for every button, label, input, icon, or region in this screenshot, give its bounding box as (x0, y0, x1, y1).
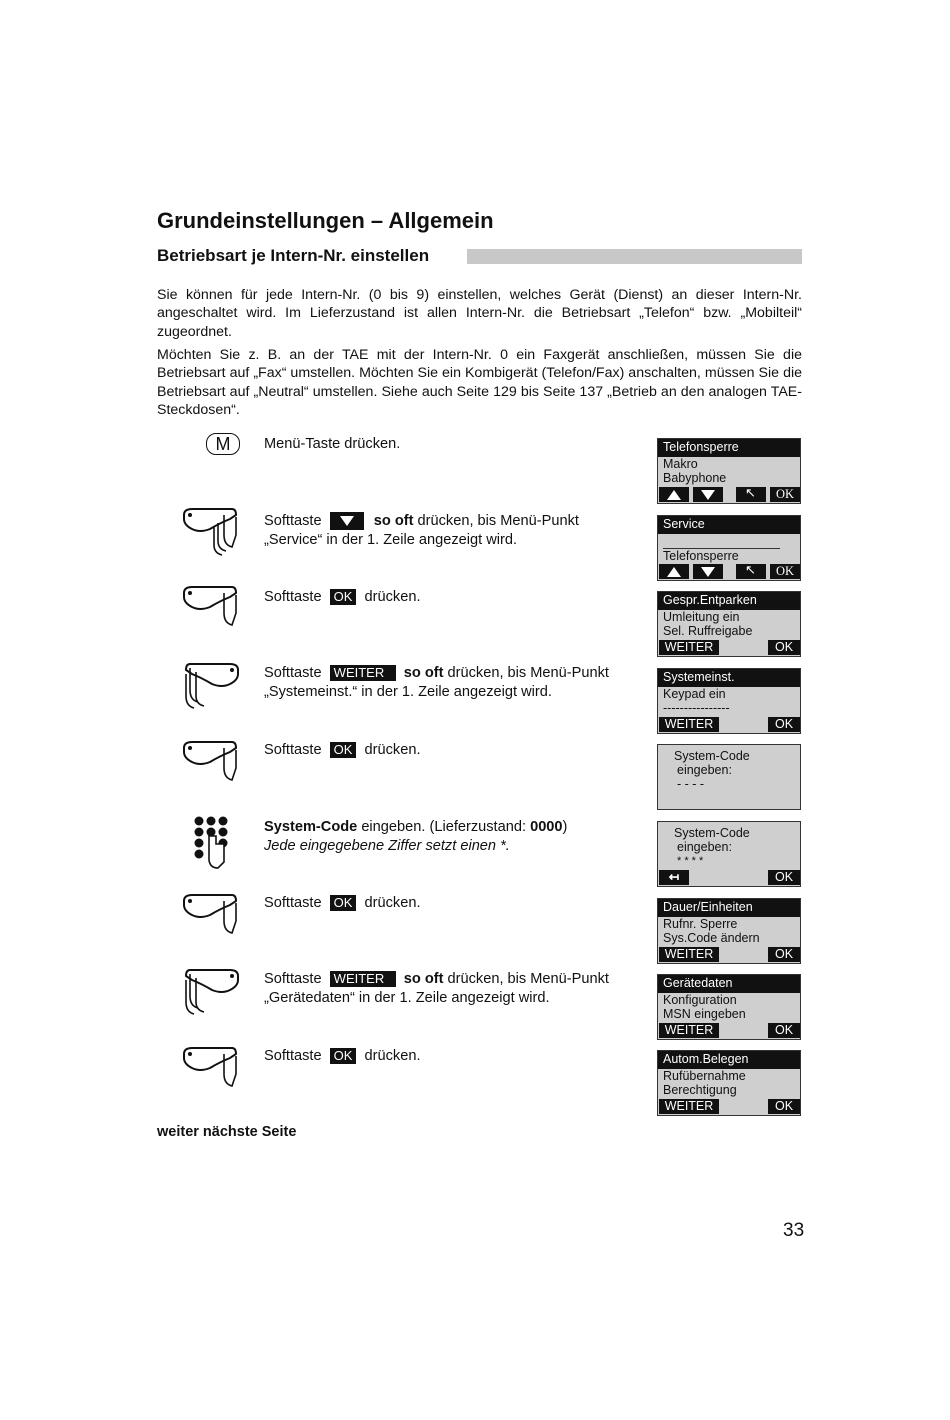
display-ok-button: OK (768, 870, 800, 885)
step-5-text (264, 741, 634, 760)
display-line-1: Rufnr. Sperre (663, 917, 738, 931)
display-header: Dauer/Einheiten (658, 899, 800, 917)
step-8-text (264, 970, 634, 1008)
step-5-pre: Softtaste (264, 742, 322, 758)
back-arrow-icon: ↤ (659, 870, 689, 885)
display-ok-button: OK (768, 717, 800, 732)
step-8-post: drücken, bis Menü-Punkt „Gerätedaten“ in der 1. Zeile angezeigt wird. (264, 971, 609, 1006)
up-arrow-icon (659, 487, 689, 502)
step-7-post: drücken. (364, 895, 421, 911)
display-screen (657, 515, 801, 581)
display-weiter-button: WEITER (659, 1099, 719, 1114)
down-arrow-icon (693, 487, 723, 502)
step-3-text (264, 588, 634, 607)
display-line-2: Telefonsperre (663, 548, 780, 563)
display-line-2: MSN eingeben (663, 1007, 746, 1021)
step-2-bold: so oft (373, 513, 414, 529)
display-screen (657, 591, 801, 657)
down-arrow-icon (693, 564, 723, 579)
ok-softkey: OK (330, 1048, 357, 1064)
menu-key-icon: M (206, 433, 240, 455)
step-1-text: Menü-Taste drücken. (264, 436, 401, 452)
step-4-pre: Softtaste (264, 665, 322, 681)
display-weiter-button: WEITER (659, 717, 719, 732)
display-screen (657, 668, 801, 734)
ok-softkey: OK (330, 742, 357, 758)
step-8-bold: so oft (403, 971, 444, 987)
back-arrow-icon: ↖ (736, 564, 766, 579)
display-line-1: Konfiguration (663, 993, 737, 1007)
display-screen (657, 744, 801, 810)
softkey-left-repeat-icon (180, 660, 242, 722)
step-5-post: drücken. (364, 742, 421, 758)
back-arrow-icon: ↖ (736, 487, 766, 502)
display-line-1: eingeben: (677, 763, 732, 777)
softkey-right-repeat-icon (180, 505, 242, 567)
display-line-1: Makro (663, 457, 698, 471)
section-rule (467, 249, 802, 264)
ok-softkey: OK (330, 895, 357, 911)
display-screen (657, 1050, 801, 1116)
intro-paragraph-1: Sie können für jede Intern-Nr. (0 bis 9) einstellen, welches Gerät (Dienst) an dieser Intern-Nr. angeschaltet wird. Im Lieferzustand ist allen Intern-Nr. die Betriebsart „Telefon“ bzw. „Mobilteil“ zugeordnet. (157, 287, 802, 340)
display-line-1: Keypad ein (663, 687, 726, 701)
display-header: Service (658, 516, 800, 534)
display-weiter-button: WEITER (659, 947, 719, 962)
step-6-bold2: 0000 (530, 819, 563, 835)
keypad-icon (192, 814, 232, 870)
step-9-post: drücken. (364, 1048, 421, 1064)
display-weiter-button: WEITER (659, 640, 719, 655)
display-ok-button: OK (768, 640, 800, 655)
step-9-pre: Softtaste (264, 1048, 322, 1064)
display-line-2: ---------------- (663, 701, 730, 715)
display-header: Gespr.Entparken (658, 592, 800, 610)
display-screen (657, 898, 801, 964)
softkey-right-icon (180, 738, 242, 800)
step-2-pre: Softtaste (264, 513, 322, 529)
display-header: Gerätedaten (658, 975, 800, 993)
display-weiter-button: WEITER (659, 1023, 719, 1038)
display-header: Telefonsperre (658, 439, 800, 457)
display-ok-button: OK (768, 947, 800, 962)
display-ok-button: OK (768, 1023, 800, 1038)
up-arrow-icon (659, 564, 689, 579)
softkey-right-icon (180, 1044, 242, 1106)
step-9-text (264, 1047, 634, 1066)
softkey-right-icon (180, 583, 242, 645)
step-8-pre: Softtaste (264, 971, 322, 987)
display-screen (657, 438, 801, 504)
step-4-post: drücken, bis Menü-Punkt „Systemeinst.“ in der 1. Zeile angezeigt wird. (264, 665, 609, 700)
display-line-2: Babyphone (663, 471, 727, 485)
display-line-1: eingeben: (677, 840, 732, 854)
step-4-text (264, 664, 634, 702)
display-ok-button: OK (770, 564, 800, 579)
display-line-2: Berechtigung (663, 1083, 737, 1097)
display-line-2: * * * * (677, 855, 704, 867)
display-line-0: System-Code (674, 826, 750, 840)
step-7-text (264, 894, 634, 913)
step-6-bold1: System-Code (264, 819, 358, 835)
display-line-1: Rufübernahme (663, 1069, 746, 1083)
page-number: 33 (783, 1220, 805, 1241)
display-header: Systemeinst. (658, 669, 800, 687)
ok-softkey: OK (330, 589, 357, 605)
weiter-softkey: WEITER (330, 971, 396, 987)
step-2-post: drücken, bis Menü-Punkt „Service“ in der 1. Zeile angezeigt wird. (264, 513, 579, 548)
display-header: Autom.Belegen (658, 1051, 800, 1069)
display-screen (657, 821, 801, 887)
intro-paragraph-2: Möchten Sie z. B. an der TAE mit der Intern-Nr. 0 ein Faxgerät anschließen, müssen Sie die Betriebsart auf „Fax“ umstellen. Möchten Sie ein Kombigerät (Telefon/Fax) anschalten, müssen Sie die Betriebsart auf „Neutral“ umstellen. Siehe auch Seite 129 bis Seite 137 „Betrieb an den analogen TAE-Steckdosen“. (157, 347, 802, 419)
step-6-end: ) (562, 819, 568, 835)
display-line-1 (658, 534, 800, 548)
down-softkey-icon (330, 512, 364, 530)
step-6-mid: eingeben. (Lieferzustand: (357, 819, 531, 835)
step-6-italic: Jede eingegebene Ziffer setzt einen *. (264, 838, 510, 854)
display-line-2: - - - - (677, 777, 705, 791)
display-line-0: System-Code (674, 749, 750, 763)
display-screen (657, 974, 801, 1040)
step-3-post: drücken. (364, 589, 421, 605)
step-6-text (264, 818, 634, 856)
step-2-text (264, 512, 634, 550)
display-line-2: Sys.Code ändern (663, 931, 760, 945)
continued-note: weiter nächste Seite (157, 1124, 297, 1140)
display-line-1: Umleitung ein (663, 610, 740, 624)
step-4-bold: so oft (403, 665, 444, 681)
display-ok-button: OK (768, 1099, 800, 1114)
display-ok-button: OK (770, 487, 800, 502)
softkey-right-icon (180, 891, 242, 953)
section-heading (157, 246, 802, 268)
display-line-2: Sel. Ruffreigabe (663, 624, 753, 638)
weiter-softkey: WEITER (330, 665, 396, 681)
page-title: Grundeinstellungen – Allgemein (157, 208, 494, 233)
step-3-pre: Softtaste (264, 589, 322, 605)
step-7-pre: Softtaste (264, 895, 322, 911)
section-title: Betriebsart je Intern-Nr. einstellen (157, 246, 430, 265)
softkey-left-repeat-icon (180, 966, 242, 1028)
